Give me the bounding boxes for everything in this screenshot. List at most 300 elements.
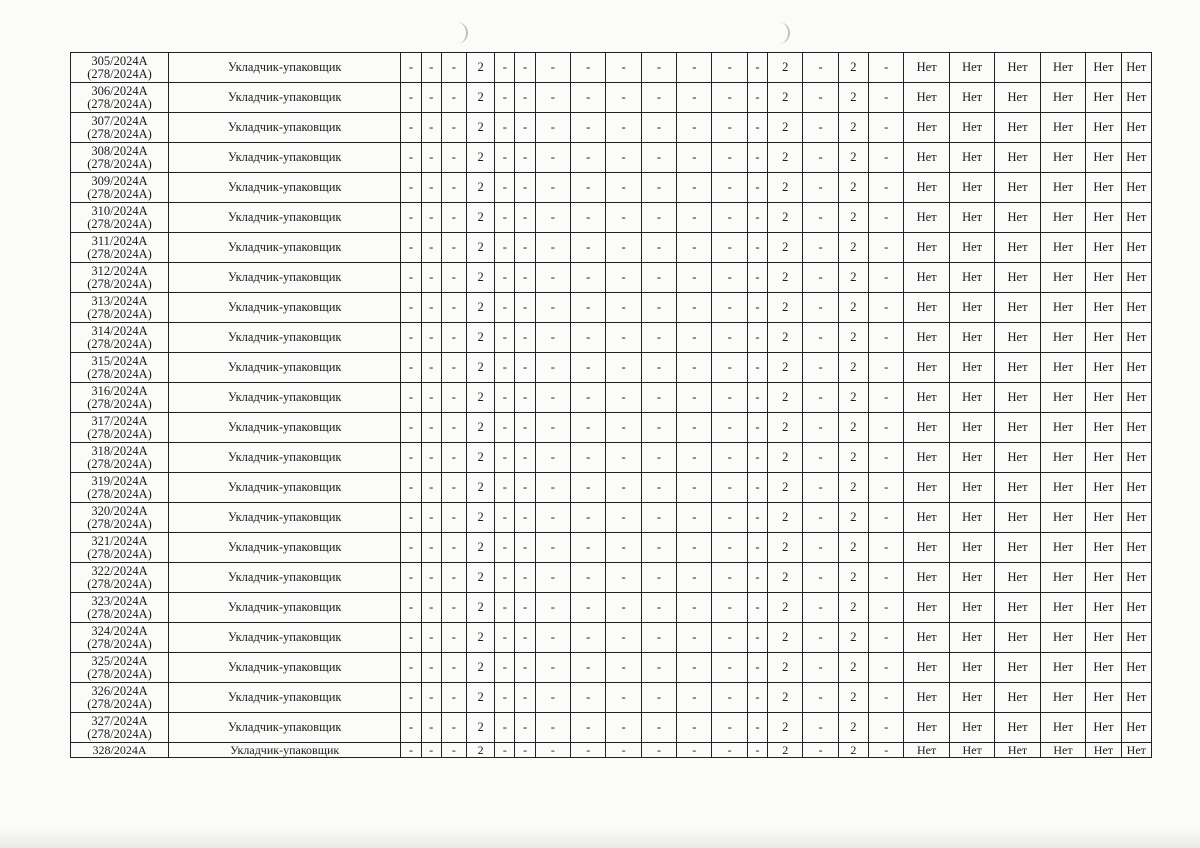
value-cell: -: [515, 113, 535, 143]
value-cell: 2: [467, 143, 495, 173]
value-cell: -: [712, 293, 747, 323]
value-cell: -: [869, 83, 904, 113]
flag-cell: Нет: [1121, 563, 1151, 593]
value-cell: -: [421, 593, 441, 623]
record-id: 325/2024А: [91, 653, 148, 668]
value-cell: -: [515, 263, 535, 293]
value-cell: -: [401, 143, 421, 173]
value-cell: -: [495, 233, 515, 263]
flag-cell: Нет: [1121, 473, 1151, 503]
flag-cell: Нет: [904, 383, 949, 413]
record-id: 308/2024А: [91, 143, 148, 158]
value-cell: -: [606, 263, 641, 293]
table-row: [71, 233, 1152, 263]
value-cell: -: [606, 593, 641, 623]
value-cell: -: [641, 263, 676, 293]
table-row: [71, 323, 1152, 353]
value-cell: -: [441, 353, 466, 383]
value-cell: -: [441, 203, 466, 233]
value-cell: 2: [467, 743, 495, 758]
value-cell: -: [571, 653, 606, 683]
flag-cell: Нет: [995, 353, 1040, 383]
flag-cell: Нет: [1086, 83, 1121, 113]
value-cell: -: [571, 323, 606, 353]
flag-cell: Нет: [1086, 503, 1121, 533]
value-cell: -: [441, 713, 466, 743]
record-id-cell: [71, 383, 169, 413]
table-row: [71, 623, 1152, 653]
record-id: 307/2024А: [91, 113, 148, 128]
flag-cell: Нет: [995, 473, 1040, 503]
value-cell: 2: [838, 383, 868, 413]
flag-cell: Нет: [995, 383, 1040, 413]
value-cell: -: [535, 113, 570, 143]
record-ref: (278/2024А): [87, 546, 152, 561]
record-id-cell: [71, 143, 169, 173]
flag-cell: Нет: [904, 743, 949, 758]
flag-cell: Нет: [949, 713, 994, 743]
value-cell: -: [747, 83, 767, 113]
value-cell: -: [712, 623, 747, 653]
flag-cell: Нет: [1040, 563, 1085, 593]
value-cell: -: [869, 143, 904, 173]
flag-cell: Нет: [949, 323, 994, 353]
value-cell: -: [535, 593, 570, 623]
record-ref: (278/2024А): [87, 726, 152, 741]
value-cell: -: [495, 323, 515, 353]
punch-hole-left: [452, 22, 468, 44]
value-cell: -: [869, 683, 904, 713]
record-ref: (278/2024А): [87, 96, 152, 111]
flag-cell: Нет: [1121, 53, 1151, 83]
flag-cell: Нет: [1086, 53, 1121, 83]
value-cell: -: [571, 533, 606, 563]
flag-cell: Нет: [1121, 353, 1151, 383]
flag-cell: Нет: [904, 713, 949, 743]
flag-cell: Нет: [1086, 563, 1121, 593]
flag-cell: Нет: [1040, 113, 1085, 143]
job-title-cell: Укладчик-упаковщик: [168, 683, 400, 713]
flag-cell: Нет: [1121, 173, 1151, 203]
value-cell: -: [712, 443, 747, 473]
flag-cell: Нет: [904, 413, 949, 443]
value-cell: -: [515, 443, 535, 473]
value-cell: -: [641, 113, 676, 143]
table-row: [71, 743, 1152, 758]
job-title-cell: Укладчик-упаковщик: [168, 743, 400, 758]
value-cell: -: [641, 443, 676, 473]
flag-cell: Нет: [1086, 173, 1121, 203]
record-ref: (278/2024А): [87, 636, 152, 651]
value-cell: -: [803, 473, 838, 503]
value-cell: -: [747, 443, 767, 473]
value-cell: -: [712, 203, 747, 233]
flag-cell: Нет: [949, 263, 994, 293]
value-cell: -: [677, 203, 712, 233]
value-cell: 2: [838, 533, 868, 563]
value-cell: -: [401, 413, 421, 443]
record-id-cell: [71, 293, 169, 323]
value-cell: -: [571, 473, 606, 503]
value-cell: -: [641, 173, 676, 203]
flag-cell: Нет: [1086, 743, 1121, 758]
value-cell: -: [712, 593, 747, 623]
value-cell: -: [803, 533, 838, 563]
value-cell: -: [421, 533, 441, 563]
value-cell: -: [677, 503, 712, 533]
value-cell: -: [401, 443, 421, 473]
value-cell: -: [515, 533, 535, 563]
flag-cell: Нет: [1086, 233, 1121, 263]
job-title-cell: Укладчик-упаковщик: [168, 383, 400, 413]
flag-cell: Нет: [995, 503, 1040, 533]
value-cell: -: [641, 143, 676, 173]
value-cell: -: [535, 263, 570, 293]
flag-cell: Нет: [904, 293, 949, 323]
value-cell: -: [747, 503, 767, 533]
value-cell: -: [535, 353, 570, 383]
value-cell: 2: [467, 413, 495, 443]
job-title-cell: Укладчик-упаковщик: [168, 143, 400, 173]
record-id: 319/2024А: [91, 473, 148, 488]
value-cell: -: [869, 593, 904, 623]
record-id-cell: [71, 173, 169, 203]
value-cell: -: [712, 143, 747, 173]
flag-cell: Нет: [995, 173, 1040, 203]
value-cell: -: [641, 203, 676, 233]
value-cell: 2: [467, 653, 495, 683]
value-cell: -: [441, 683, 466, 713]
value-cell: -: [869, 323, 904, 353]
value-cell: -: [421, 323, 441, 353]
value-cell: -: [401, 563, 421, 593]
value-cell: 2: [768, 143, 803, 173]
value-cell: -: [401, 173, 421, 203]
value-cell: -: [495, 473, 515, 503]
record-id-cell: [71, 503, 169, 533]
value-cell: 2: [467, 353, 495, 383]
flag-cell: Нет: [1040, 743, 1085, 758]
value-cell: -: [869, 743, 904, 758]
value-cell: -: [535, 443, 570, 473]
table-row: [71, 653, 1152, 683]
flag-cell: Нет: [995, 683, 1040, 713]
value-cell: -: [535, 233, 570, 263]
table-row: [71, 203, 1152, 233]
value-cell: -: [747, 233, 767, 263]
value-cell: -: [803, 563, 838, 593]
flag-cell: Нет: [949, 413, 994, 443]
value-cell: -: [515, 143, 535, 173]
value-cell: -: [803, 653, 838, 683]
value-cell: -: [495, 203, 515, 233]
value-cell: -: [515, 323, 535, 353]
value-cell: -: [803, 53, 838, 83]
flag-cell: Нет: [1040, 233, 1085, 263]
flag-cell: Нет: [904, 203, 949, 233]
value-cell: 2: [838, 743, 868, 758]
flag-cell: Нет: [1086, 293, 1121, 323]
value-cell: -: [421, 743, 441, 758]
record-ref: (278/2024А): [87, 666, 152, 681]
flag-cell: Нет: [904, 83, 949, 113]
value-cell: 2: [838, 653, 868, 683]
value-cell: -: [571, 233, 606, 263]
value-cell: -: [677, 443, 712, 473]
value-cell: 2: [467, 713, 495, 743]
record-id-cell: [71, 263, 169, 293]
flag-cell: Нет: [1086, 623, 1121, 653]
record-id-cell: [71, 653, 169, 683]
value-cell: -: [641, 683, 676, 713]
table-row: [71, 353, 1152, 383]
flag-cell: Нет: [949, 143, 994, 173]
value-cell: 2: [768, 533, 803, 563]
value-cell: -: [869, 353, 904, 383]
record-id-cell: [71, 323, 169, 353]
value-cell: -: [606, 473, 641, 503]
value-cell: -: [869, 53, 904, 83]
flag-cell: Нет: [1121, 593, 1151, 623]
flag-cell: Нет: [1121, 743, 1151, 758]
value-cell: -: [747, 323, 767, 353]
job-title-cell: Укладчик-упаковщик: [168, 173, 400, 203]
value-cell: -: [571, 413, 606, 443]
value-cell: 2: [467, 203, 495, 233]
value-cell: -: [401, 263, 421, 293]
value-cell: -: [495, 533, 515, 563]
value-cell: 2: [838, 473, 868, 503]
value-cell: -: [495, 173, 515, 203]
value-cell: -: [803, 503, 838, 533]
value-cell: -: [803, 743, 838, 758]
value-cell: -: [571, 503, 606, 533]
flag-cell: Нет: [949, 53, 994, 83]
value-cell: -: [535, 683, 570, 713]
flag-cell: Нет: [1040, 593, 1085, 623]
value-cell: -: [515, 683, 535, 713]
value-cell: 2: [838, 53, 868, 83]
value-cell: -: [535, 173, 570, 203]
flag-cell: Нет: [1121, 143, 1151, 173]
value-cell: -: [535, 473, 570, 503]
flag-cell: Нет: [949, 113, 994, 143]
value-cell: -: [401, 113, 421, 143]
value-cell: -: [712, 503, 747, 533]
value-cell: -: [747, 173, 767, 203]
value-cell: -: [571, 263, 606, 293]
value-cell: -: [803, 413, 838, 443]
flag-cell: Нет: [1040, 443, 1085, 473]
value-cell: -: [441, 473, 466, 503]
flag-cell: Нет: [1040, 143, 1085, 173]
flag-cell: Нет: [1121, 443, 1151, 473]
record-ref: (278/2024А): [87, 576, 152, 591]
record-id: 323/2024А: [91, 593, 148, 608]
flag-cell: Нет: [995, 323, 1040, 353]
value-cell: -: [515, 233, 535, 263]
value-cell: -: [515, 173, 535, 203]
record-id: 316/2024А: [91, 383, 148, 398]
job-title-cell: Укладчик-упаковщик: [168, 563, 400, 593]
flag-cell: Нет: [904, 233, 949, 263]
value-cell: -: [747, 263, 767, 293]
value-cell: -: [421, 683, 441, 713]
flag-cell: Нет: [995, 713, 1040, 743]
flag-cell: Нет: [949, 653, 994, 683]
flag-cell: Нет: [1121, 293, 1151, 323]
record-ref: (278/2024А): [87, 426, 152, 441]
value-cell: -: [441, 443, 466, 473]
flag-cell: Нет: [1040, 623, 1085, 653]
value-cell: -: [641, 593, 676, 623]
record-id: 312/2024А: [91, 263, 148, 278]
record-ref: (278/2024А): [87, 276, 152, 291]
table-row: [71, 473, 1152, 503]
record-ref: (278/2024А): [87, 696, 152, 711]
value-cell: -: [515, 653, 535, 683]
flag-cell: Нет: [1040, 293, 1085, 323]
value-cell: -: [515, 743, 535, 758]
value-cell: -: [747, 743, 767, 758]
value-cell: -: [571, 623, 606, 653]
value-cell: -: [869, 713, 904, 743]
value-cell: -: [641, 293, 676, 323]
record-id: 318/2024А: [91, 443, 148, 458]
table-row: [71, 563, 1152, 593]
value-cell: -: [677, 353, 712, 383]
job-title-cell: Укладчик-упаковщик: [168, 353, 400, 383]
flag-cell: Нет: [995, 293, 1040, 323]
value-cell: -: [641, 413, 676, 443]
value-cell: 2: [838, 233, 868, 263]
value-cell: -: [606, 83, 641, 113]
value-cell: -: [869, 473, 904, 503]
value-cell: -: [421, 83, 441, 113]
flag-cell: Нет: [1040, 683, 1085, 713]
value-cell: -: [571, 203, 606, 233]
record-id: 322/2024А: [91, 563, 148, 578]
value-cell: -: [401, 83, 421, 113]
flag-cell: Нет: [1040, 203, 1085, 233]
value-cell: -: [641, 353, 676, 383]
flag-cell: Нет: [1086, 653, 1121, 683]
value-cell: -: [677, 473, 712, 503]
value-cell: -: [677, 143, 712, 173]
flag-cell: Нет: [995, 263, 1040, 293]
table-row: [71, 143, 1152, 173]
flag-cell: Нет: [995, 113, 1040, 143]
punch-hole-right: [774, 22, 790, 44]
value-cell: 2: [838, 263, 868, 293]
job-title-cell: Укладчик-упаковщик: [168, 203, 400, 233]
record-id-cell: [71, 83, 169, 113]
flag-cell: Нет: [1086, 113, 1121, 143]
value-cell: 2: [467, 563, 495, 593]
value-cell: 2: [838, 683, 868, 713]
flag-cell: Нет: [904, 623, 949, 653]
value-cell: -: [515, 623, 535, 653]
value-cell: -: [401, 53, 421, 83]
value-cell: -: [535, 143, 570, 173]
value-cell: -: [869, 263, 904, 293]
value-cell: -: [712, 173, 747, 203]
value-cell: 2: [467, 623, 495, 653]
flag-cell: Нет: [949, 743, 994, 758]
value-cell: -: [495, 293, 515, 323]
job-title-cell: Укладчик-упаковщик: [168, 623, 400, 653]
flag-cell: Нет: [995, 533, 1040, 563]
value-cell: -: [421, 263, 441, 293]
flag-cell: Нет: [1040, 383, 1085, 413]
flag-cell: Нет: [1086, 593, 1121, 623]
value-cell: -: [571, 53, 606, 83]
flag-cell: Нет: [1086, 443, 1121, 473]
value-cell: -: [495, 383, 515, 413]
value-cell: -: [571, 383, 606, 413]
value-cell: 2: [768, 713, 803, 743]
record-id-cell: [71, 53, 169, 83]
value-cell: -: [803, 203, 838, 233]
record-id: 317/2024А: [91, 413, 148, 428]
value-cell: -: [641, 473, 676, 503]
value-cell: -: [571, 563, 606, 593]
value-cell: 2: [768, 623, 803, 653]
value-cell: -: [747, 713, 767, 743]
value-cell: -: [401, 683, 421, 713]
job-title-cell: Укладчик-упаковщик: [168, 533, 400, 563]
value-cell: -: [803, 443, 838, 473]
value-cell: 2: [768, 113, 803, 143]
table-row: [71, 533, 1152, 563]
record-id: 309/2024А: [91, 173, 148, 188]
value-cell: -: [869, 203, 904, 233]
value-cell: -: [535, 383, 570, 413]
flag-cell: Нет: [904, 533, 949, 563]
value-cell: -: [535, 293, 570, 323]
value-cell: -: [515, 413, 535, 443]
value-cell: -: [441, 53, 466, 83]
table-row: [71, 173, 1152, 203]
value-cell: -: [571, 83, 606, 113]
value-cell: 2: [838, 503, 868, 533]
record-id: 305/2024А: [91, 53, 148, 68]
value-cell: -: [401, 293, 421, 323]
value-cell: -: [641, 743, 676, 758]
flag-cell: Нет: [1086, 353, 1121, 383]
value-cell: -: [421, 503, 441, 533]
value-cell: 2: [467, 323, 495, 353]
value-cell: -: [441, 143, 466, 173]
record-ref: (278/2024А): [87, 516, 152, 531]
value-cell: 2: [768, 203, 803, 233]
table-row: [71, 83, 1152, 113]
value-cell: -: [401, 533, 421, 563]
table-row: [71, 263, 1152, 293]
job-title-cell: Укладчик-упаковщик: [168, 713, 400, 743]
value-cell: -: [515, 503, 535, 533]
value-cell: -: [803, 233, 838, 263]
value-cell: -: [747, 383, 767, 413]
value-cell: 2: [768, 563, 803, 593]
record-id: 324/2024А: [91, 623, 148, 638]
value-cell: -: [677, 83, 712, 113]
flag-cell: Нет: [1040, 83, 1085, 113]
record-ref: (278/2024А): [87, 396, 152, 411]
job-title-cell: Укладчик-упаковщик: [168, 593, 400, 623]
value-cell: -: [677, 533, 712, 563]
record-id-cell: [71, 113, 169, 143]
